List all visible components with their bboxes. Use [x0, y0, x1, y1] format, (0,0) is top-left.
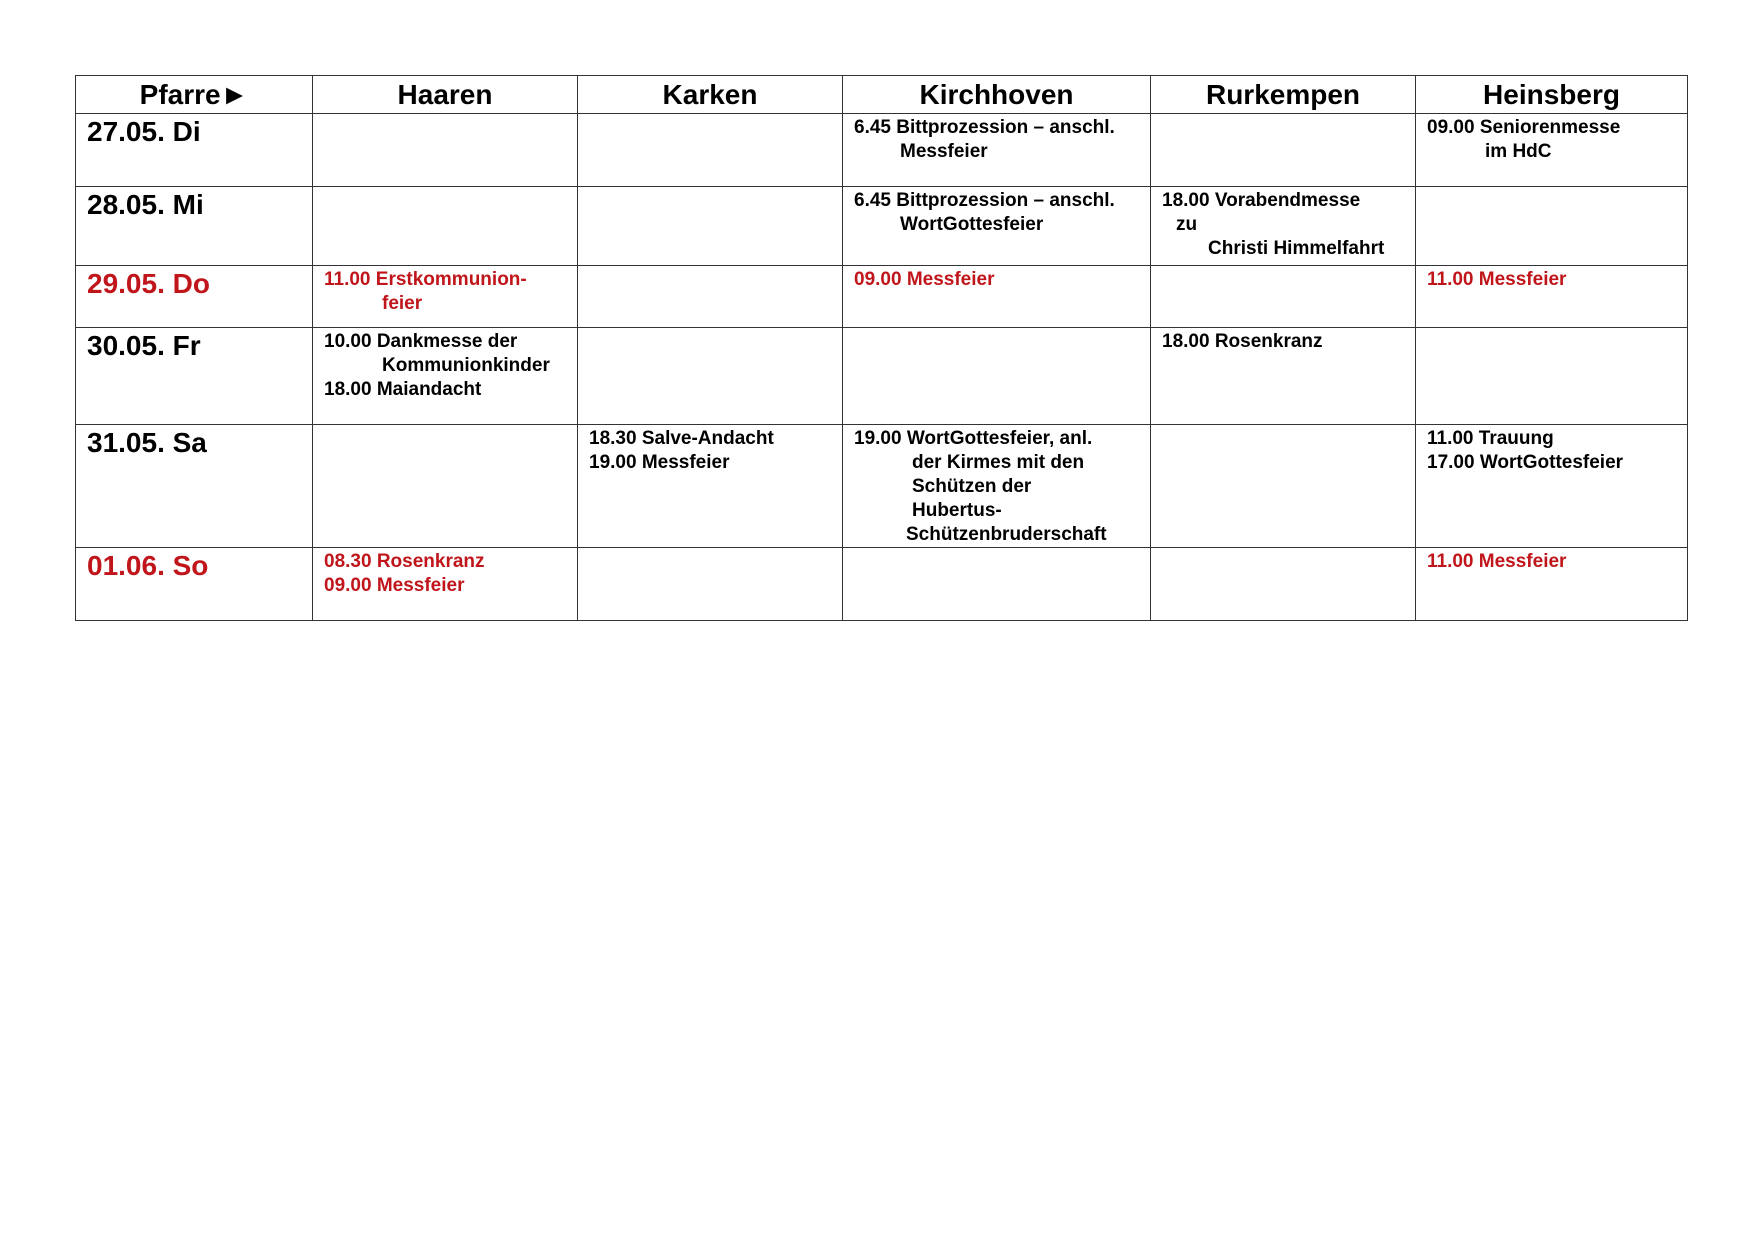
cell-haaren — [313, 114, 578, 187]
entry-line: Christi Himmelfahrt — [1208, 238, 1385, 259]
entry-line: WortGottesfeier — [900, 214, 1044, 235]
entry-line: Schützen der — [912, 476, 1032, 497]
entry-line: 09.00 Seniorenmesse — [1427, 117, 1621, 138]
header-kirchhoven: Kirchhoven — [843, 76, 1151, 114]
entry-line: 19.00 Messfeier — [589, 452, 730, 473]
entry-line: 17.00 WortGottesfeier — [1427, 452, 1624, 473]
header-haaren: Haaren — [313, 76, 578, 114]
cell-kirchhoven — [843, 114, 1151, 187]
entry-line: 11.00 Messfeier — [1427, 551, 1567, 572]
table-row — [76, 548, 1688, 621]
header-row — [76, 76, 1688, 114]
cell-haaren — [313, 425, 578, 548]
mass-schedule-table — [75, 75, 1688, 621]
cell-karken — [578, 425, 843, 548]
entry-line: 6.45 Bittprozession – anschl. — [854, 190, 1115, 211]
entry-line: 09.00 Messfeier — [324, 575, 465, 596]
entry-line: 18.30 Salve-Andacht — [589, 428, 774, 449]
cell-haaren — [313, 548, 578, 621]
entry-line: Hubertus- — [912, 500, 1002, 521]
entry-line: 6.45 Bittprozession – anschl. — [854, 117, 1115, 138]
cell-kirchhoven — [843, 425, 1151, 548]
cell-heinsberg — [1416, 114, 1688, 187]
cell-kirchhoven — [843, 187, 1151, 266]
cell-rurkempen — [1151, 266, 1416, 328]
cell-heinsberg — [1416, 187, 1688, 266]
cell-heinsberg — [1416, 328, 1688, 425]
day-label: 27.05. Di — [76, 114, 313, 187]
entry-line: Messfeier — [900, 141, 988, 162]
cell-rurkempen — [1151, 425, 1416, 548]
cell-karken — [578, 114, 843, 187]
cell-kirchhoven — [843, 548, 1151, 621]
cell-karken — [578, 328, 843, 425]
entry-line: zu — [1176, 214, 1198, 235]
table-row — [76, 425, 1688, 548]
header-heinsberg: Heinsberg — [1416, 76, 1688, 114]
cell-rurkempen — [1151, 548, 1416, 621]
cell-karken — [578, 187, 843, 266]
cell-karken — [578, 266, 843, 328]
header-karken: Karken — [578, 76, 843, 114]
cell-rurkempen — [1151, 114, 1416, 187]
cell-kirchhoven — [843, 328, 1151, 425]
entry-line: 11.00 Messfeier — [1427, 269, 1567, 290]
cell-haaren — [313, 328, 578, 425]
day-label: 01.06. So — [76, 548, 313, 621]
entry-line: 19.00 WortGottesfeier, anl. — [854, 428, 1093, 449]
header-pfarre: Pfarre► — [76, 76, 313, 114]
table-row — [76, 187, 1688, 266]
entry-line: 10.00 Dankmesse der — [324, 331, 518, 352]
cell-heinsberg — [1416, 548, 1688, 621]
cell-heinsberg — [1416, 425, 1688, 548]
entry-line: 08.30 Rosenkranz — [324, 551, 485, 572]
day-label: 31.05. Sa — [76, 425, 313, 548]
day-label: 28.05. Mi — [76, 187, 313, 266]
cell-haaren — [313, 266, 578, 328]
header-rurkempen: Rurkempen — [1151, 76, 1416, 114]
table-row — [76, 328, 1688, 425]
cell-haaren — [313, 187, 578, 266]
entry-line: 18.00 Rosenkranz — [1162, 331, 1323, 352]
day-label: 29.05. Do — [76, 266, 313, 328]
entry-line: 18.00 Vorabendmesse — [1162, 190, 1361, 211]
entry-line: der Kirmes mit den — [912, 452, 1085, 473]
cell-kirchhoven — [843, 266, 1151, 328]
entry-line: 11.00 Trauung — [1427, 428, 1554, 449]
cell-karken — [578, 548, 843, 621]
day-label: 30.05. Fr — [76, 328, 313, 425]
entry-line: 18.00 Maiandacht — [324, 379, 482, 400]
cell-rurkempen — [1151, 187, 1416, 266]
entry-line: feier — [382, 293, 423, 314]
entry-line: Kommunionkinder — [382, 355, 550, 376]
table-row — [76, 114, 1688, 187]
entry-line: Schützenbruderschaft — [906, 524, 1107, 545]
entry-line: 11.00 Erstkommunion- — [324, 269, 527, 290]
cell-rurkempen — [1151, 328, 1416, 425]
entry-line: im HdC — [1485, 141, 1552, 162]
entry-line: 09.00 Messfeier — [854, 269, 995, 290]
cell-heinsberg — [1416, 266, 1688, 328]
table-row — [76, 266, 1688, 328]
